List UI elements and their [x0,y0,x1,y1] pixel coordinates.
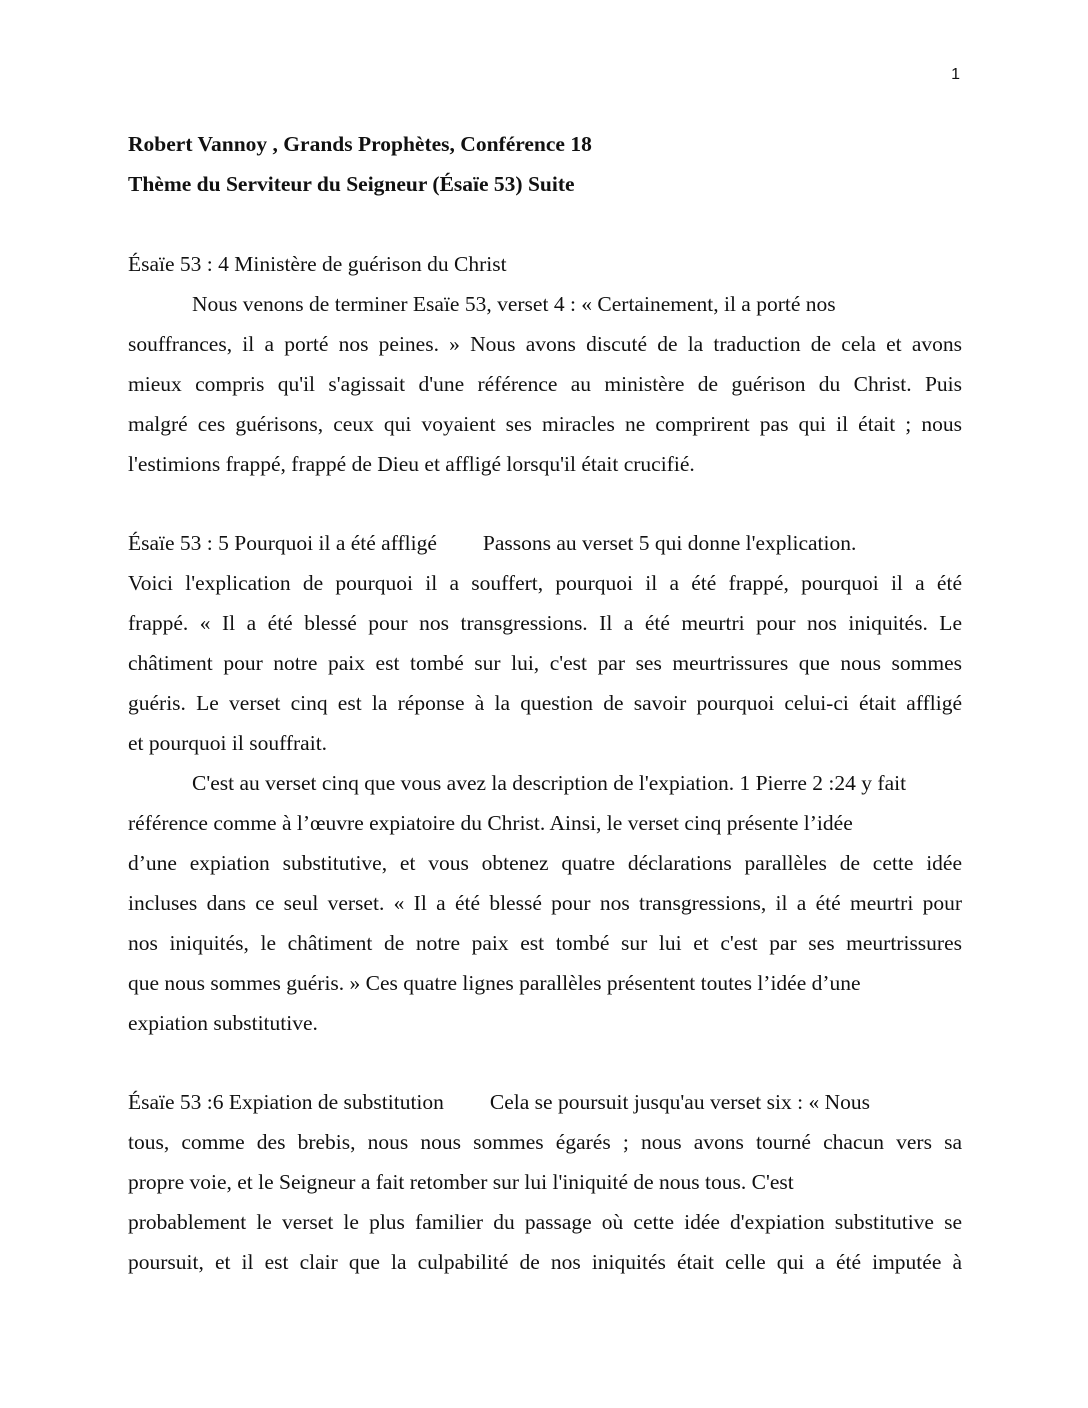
paragraph-line: tous, comme des brebis, nous nous sommes égarés ; nous avons tourné chacun vers sa [128,1130,962,1154]
section-healing-ministry [128,244,962,484]
document-title-line-2: Thème du Serviteur du Seigneur (Ésaïe 53) Suite [128,172,575,196]
paragraph-line: guéris. Le verset cinq est la réponse à la question de savoir pourquoi celui-ci était affligé [128,691,962,715]
paragraph-line: Voici l'explication de pourquoi il a souffert, pourquoi il a été frappé, pourquoi il a été [128,571,962,595]
paragraph-line: souffrances, il a porté nos peines. » Nous avons discuté de la traduction de cela et avons [128,332,962,356]
paragraph-line: que nous sommes guéris. » Ces quatre lignes parallèles présentent toutes l’idée d’une [128,971,861,995]
paragraph-line: propre voie, et le Seigneur a fait retomber sur lui l'iniquité de nous tous. C'est [128,1170,794,1194]
document-body [128,124,962,1282]
paragraph-line: Nous venons de terminer Esaïe 53, verset 4 : « Certainement, il a porté nos [192,292,836,316]
paragraph-line: nos iniquités, le châtiment de notre paix est tombé sur lui et c'est par ses meurtrissures [128,931,962,955]
section-heading: Ésaïe 53 :6 Expiation de substitution [128,1090,444,1114]
paragraph-line: malgré ces guérisons, ceux qui voyaient ses miracles ne comprirent pas qui il était ; nous [128,412,962,436]
paragraph-text: Passons au verset 5 qui donne l'explication. [482,531,857,555]
paragraph-line: probablement le verset le plus familier du passage où cette idée d'expiation substitutive se [128,1210,962,1234]
paragraph-line: poursuit, et il est clair que la culpabilité de nos iniquités était celle qui a été imputée à [128,1250,962,1274]
section-why-afflicted [128,523,962,1043]
paragraph-line: expiation substitutive. [128,1011,318,1035]
paragraph-text: Cela se poursuit jusqu'au verset six : « Nous [489,1090,870,1114]
section-first-line [128,1082,962,1122]
paragraph-line: C'est au verset cinq que vous avez la description de l'expiation. 1 Pierre 2 :24 y fait [192,771,907,795]
page-number: 1 [951,66,960,83]
paragraph-line: référence comme à l’œuvre expiatoire du Christ. Ainsi, le verset cinq présente l’idée [128,811,853,835]
section-heading: Ésaïe 53 : 4 Ministère de guérison du Christ [128,252,507,276]
section-first-line [128,523,962,563]
paragraph-line: mieux compris qu'il s'agissait d'une référence au ministère de guérison du Christ. Puis [128,372,962,396]
section-substitution [128,1082,962,1282]
paragraph-line: châtiment pour notre paix est tombé sur lui, c'est par ses meurtrissures que nous sommes [128,651,962,675]
section-heading: Ésaïe 53 : 5 Pourquoi il a été affligé [128,531,437,555]
paragraph-line: d’une expiation substitutive, et vous obtenez quatre déclarations parallèles de cette idée [128,851,962,875]
paragraph-line: et pourquoi il souffrait. [128,731,328,755]
paragraph-line: incluses dans ce seul verset. « Il a été blessé pour nos transgressions, il a été meurtri pour [128,891,962,915]
document-title-line-1: Robert Vannoy , Grands Prophètes, Conférence 18 [128,132,592,156]
paragraph-line: l'estimions frappé, frappé de Dieu et affligé lorsqu'il était crucifié. [128,452,695,476]
paragraph-line: frappé. « Il a été blessé pour nos transgressions. Il a été meurtri pour nos iniquités. Le [128,611,962,635]
